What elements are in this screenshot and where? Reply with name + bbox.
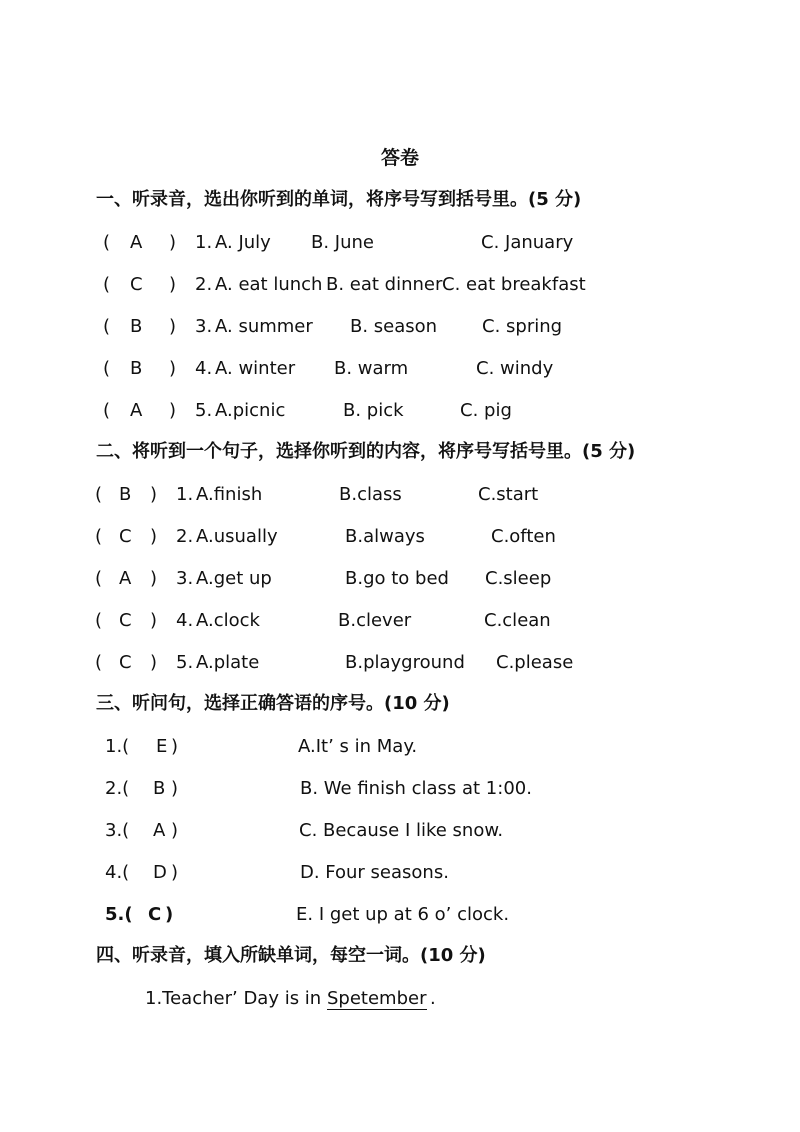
question-number: 1. [176, 484, 194, 505]
option: A.It’ s in May. [298, 736, 418, 757]
paren-open: ( [95, 652, 103, 673]
question-number: 4. [195, 358, 213, 379]
paren-close: ) [150, 484, 158, 505]
option-c: C. eat breakfast [442, 274, 586, 295]
question-prefix: 5.( [105, 904, 133, 925]
option: B. We finish class at 1:00. [300, 778, 532, 799]
paren-close: ) [150, 610, 158, 631]
question-number: 2. [195, 274, 213, 295]
question-prefix: 4.( [105, 862, 130, 883]
option-c: C.often [491, 526, 556, 547]
question-number: 5. [195, 400, 213, 421]
option-c: C.clean [484, 610, 551, 631]
question-prefix: 3.( [105, 820, 130, 841]
paren-open: ( [103, 232, 111, 253]
paren-open: ( [95, 568, 103, 589]
question-prefix: 1.( [105, 736, 130, 757]
paren-close: ) [171, 820, 179, 841]
answer: D [153, 862, 167, 883]
option-a: A.picnic [215, 400, 286, 421]
question-prefix: 2.( [105, 778, 130, 799]
paren-close: ) [171, 736, 179, 757]
option-a: A. July [215, 232, 271, 253]
answer: A [130, 400, 143, 421]
answer: C [119, 652, 132, 673]
answer: B [153, 778, 166, 799]
option-a: A.finish [196, 484, 263, 505]
answer: A [153, 820, 166, 841]
answer: B [130, 358, 143, 379]
option: D. Four seasons. [300, 862, 449, 883]
option-c: C. windy [476, 358, 554, 379]
option-b: B. June [311, 232, 374, 253]
paren-close: ) [150, 526, 158, 547]
option-b: B. season [350, 316, 438, 337]
answer: B [130, 316, 143, 337]
option-c: C. January [481, 232, 574, 253]
option-b: B.clever [338, 610, 412, 631]
paren-open: ( [103, 274, 111, 295]
section-4-heading: 四、听录音，填入所缺单词，每空一词。(10 分) [96, 945, 486, 966]
option-b: B.go to bed [345, 568, 449, 589]
paren-open: ( [95, 484, 103, 505]
option-c: C. pig [460, 400, 512, 421]
option-a: A. summer [215, 316, 313, 337]
answer: A [130, 232, 143, 253]
option-a: A. winter [215, 358, 296, 379]
answer: C [119, 526, 132, 547]
answer: C [119, 610, 132, 631]
paren-close: ) [169, 274, 177, 295]
paren-open: ( [95, 526, 103, 547]
option-c: C.start [478, 484, 539, 505]
page-title: 答卷 [381, 147, 420, 169]
option-b: B.playground [345, 652, 465, 673]
option: E. I get up at 6 o’ clock. [296, 904, 510, 925]
answer: C [148, 904, 162, 925]
section-2-heading: 二、将听到一个句子，选择你听到的内容，将序号写括号里。(5 分) [96, 441, 636, 462]
paren-close: ) [169, 316, 177, 337]
question-number: 1. [195, 232, 213, 253]
option-c: C. spring [482, 316, 563, 337]
section-1-heading: 一、听录音，选出你听到的单词，将序号写到括号里。(5 分) [96, 189, 582, 210]
option-b: B.always [345, 526, 425, 547]
sentence-period: . [430, 988, 436, 1009]
option-b: B. warm [334, 358, 409, 379]
paren-close: ) [150, 652, 158, 673]
option-a: A.get up [196, 568, 272, 589]
option-c: C.sleep [485, 568, 552, 589]
paren-close: ) [169, 400, 177, 421]
option-a: A. eat lunch [215, 274, 323, 295]
section-3-heading: 三、听问句，选择正确答语的序号。(10 分) [96, 693, 450, 714]
paren-open: ( [95, 610, 103, 631]
question-number: 4. [176, 610, 194, 631]
option: C. Because I like snow. [299, 820, 504, 841]
paren-close: ) [171, 862, 179, 883]
option-b: B. pick [343, 400, 404, 421]
paren-open: ( [103, 400, 111, 421]
fill-blank-answer: Spetember [327, 988, 427, 1009]
paren-open: ( [103, 316, 111, 337]
paren-close: ) [169, 232, 177, 253]
paren-close: ) [165, 904, 174, 925]
answer: A [119, 568, 132, 589]
option-a: A.clock [196, 610, 260, 631]
answer: B [119, 484, 132, 505]
answer: C [130, 274, 143, 295]
question-number: 2. [176, 526, 194, 547]
sentence-text: 1.Teacher’ Day is in [145, 988, 322, 1009]
paren-close: ) [169, 358, 177, 379]
paren-open: ( [103, 358, 111, 379]
answer: E [156, 736, 168, 757]
paren-close: ) [150, 568, 158, 589]
option-c: C.please [496, 652, 574, 673]
question-number: 3. [176, 568, 194, 589]
option-a: A.plate [196, 652, 260, 673]
question-number: 5. [176, 652, 194, 673]
option-b: B.class [339, 484, 402, 505]
option-a: A.usually [196, 526, 278, 547]
option-b: B. eat dinner [326, 274, 443, 295]
question-number: 3. [195, 316, 213, 337]
paren-close: ) [171, 778, 179, 799]
